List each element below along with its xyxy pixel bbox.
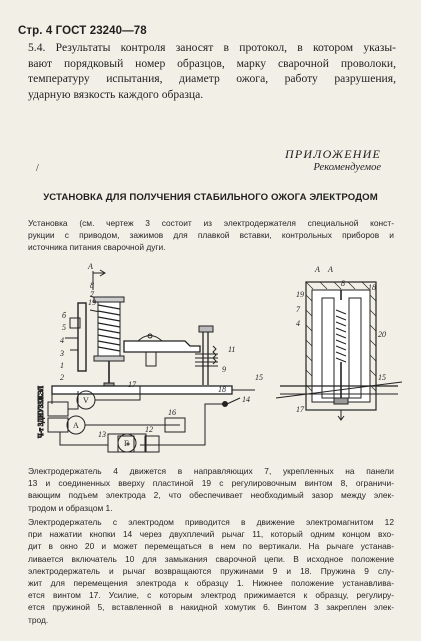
text-line: трод. (28, 614, 49, 625)
text-line: жит для перемещения электрода к образцу 1. Нижнее положение устанавлива- (28, 578, 394, 589)
generator-symbol: Г (124, 439, 129, 448)
appendix-paragraph-3 (28, 516, 394, 626)
drawing-label: 9 (222, 365, 226, 374)
text-line: при нажатии кнопки 14 через двухплечий рычаг 11, который одним концом вхо- (28, 529, 394, 540)
page-header: Стр. 4 ГОСТ 23240—78 (18, 25, 147, 37)
text-line: 13 и соединенных вверху пластиной 19 с регулировочным винтом 8, ограничи- (28, 478, 394, 489)
section-label: А (328, 265, 333, 274)
text-line: вают порядковый номер образцов, марку сварочной проволоки, (28, 56, 396, 70)
drawing-label: 19 (88, 298, 96, 307)
text-line: электродержатель и рычаг возвращаются пружинами 9 и 18. Пружина 9 слу- (28, 565, 394, 576)
drawing-label: 14 (242, 395, 250, 404)
text-line: вающим подъем электрода 2, что обеспечивает необходимый зазор между элек- (28, 490, 394, 501)
ammeter-symbol: A (73, 421, 79, 430)
text-line: тродом и образцом 1. (28, 502, 113, 513)
drawing-label: 12 (145, 425, 153, 434)
section-label: 4 (296, 319, 300, 328)
text-line: рукции с приводом, зажимов для плавкой вставки, контрольных приборов и (28, 230, 394, 241)
drawing-label: 7 (90, 290, 94, 299)
text-line: Установка (см. чертеж 3 состоит из электродержателя специальной конст- (28, 218, 394, 228)
text-line: Электродержатель 4 движется в направляющих 7, укрепленных на панели (28, 466, 394, 476)
drawing-label: б (62, 311, 67, 320)
text-line: ударную вязкость каждого образца. (28, 87, 204, 101)
drawing-label: 5 (62, 323, 66, 332)
drawing-label: 1 (60, 361, 64, 370)
voltmeter-symbol: V (83, 396, 89, 405)
text-line: Электродержатель с электродом приводится в движение электромагнитом 12 (28, 517, 394, 527)
section-label: А (315, 265, 320, 274)
appendix-label: ПРИЛОЖЕНИЕ (285, 147, 381, 161)
section-label: 19 (296, 290, 304, 299)
drawing-side-label: Ч-т 3ДИУЗЗЖЭЛ (37, 385, 45, 438)
appendix-title: УСТАНОВКА ДЛЯ ПОЛУЧЕНИЯ СТАБИЛЬНОГО ОЖОГА ЭЛЕКТРОДОМ (43, 192, 378, 203)
section-label: 17 (296, 405, 304, 414)
section-label: 20 (378, 330, 386, 339)
text-line: ется пружиной 5, вставленной в накидной хомутик 6. Винтом 3 закреплен элек- (28, 602, 394, 613)
text-line: источника питания сварочной дуги. (28, 242, 166, 253)
appendix-paragraph-2 (28, 465, 394, 514)
text-line: ливается включатель 10 для замыкания сварочной цепи. В исходное положение (28, 553, 394, 564)
text-line: температуру испытания, диаметр ожога, работу разрушения, (28, 72, 396, 86)
appendix-status: Рекомендуемое (313, 162, 381, 173)
drawing-label: 11 (228, 345, 236, 354)
drawing-label: 4 (60, 336, 64, 345)
drawing-label: 13 (98, 430, 106, 439)
drawing-label: 3 (60, 349, 64, 358)
drawing-label: 18 (218, 385, 226, 394)
section-label: 8 (341, 279, 345, 288)
section-label: 15 (378, 373, 386, 382)
text-line: дит в окно 20 и может перемещаться в нем по вертикали. На рычаге устанав- (28, 541, 394, 552)
drawing-label: 16 (168, 408, 176, 417)
section-label: 18 (368, 283, 376, 292)
margin-mark: / (36, 163, 39, 174)
section-label: 7 (296, 305, 300, 314)
drawing-label: 15 (255, 373, 263, 382)
drawing-label: 2 (60, 373, 64, 382)
drawing-label: 17 (128, 380, 136, 389)
text-line: 5.4. Результаты контроля заносят в протокол, в котором указы- (28, 41, 396, 54)
text-line: ется винтом 17. Усилие, с которым электрод прижимается к образцу, регулиру- (28, 590, 394, 601)
drawing-label: А (88, 262, 93, 271)
drawing-label: 8 (90, 281, 94, 290)
